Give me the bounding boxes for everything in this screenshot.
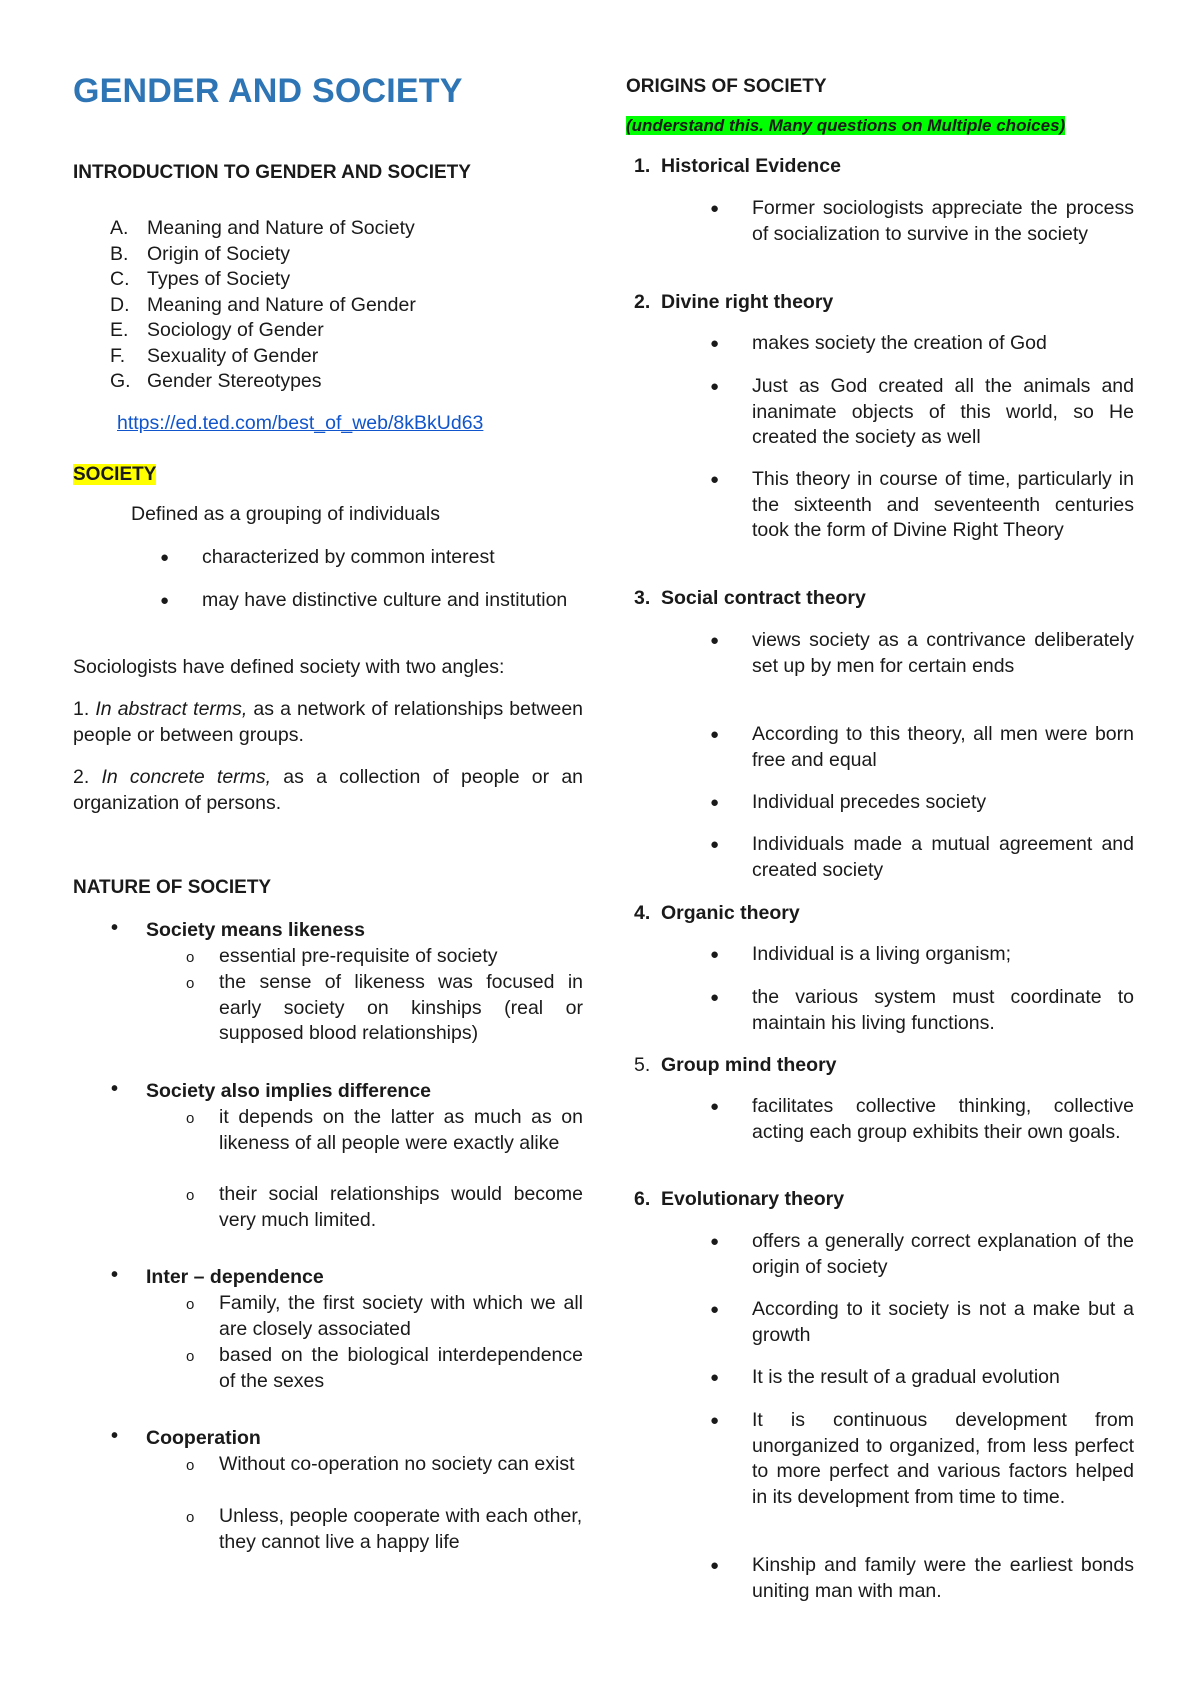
theory-title: 4. Organic theory <box>634 902 800 924</box>
list-item: B. Origin of Society <box>110 242 291 265</box>
ted-link[interactable]: https://ed.ted.com/best_of_web/8kBkUd63 <box>117 412 484 434</box>
nature-item-title: • Cooperation <box>111 1425 261 1449</box>
list-item: ● Individuals made a mutual agreement and created society <box>710 833 1134 881</box>
list-item: ● facilitates collective thinking, collective acting each group exhibits their own goals. <box>710 1095 1134 1143</box>
list-item: o essential pre-requisite of society <box>186 945 498 967</box>
list-item: G. Gender Stereotypes <box>110 370 322 392</box>
theory-title: 3. Social contract theory <box>634 587 866 609</box>
list-item: ● According to it society is not a make but a growth <box>710 1298 1134 1346</box>
list-item: ● Former sociologists appreciate the process of socialization to survive in the society <box>710 197 1134 245</box>
nature-item-title: • Society means likeness <box>111 917 365 941</box>
intro-list <box>110 216 416 395</box>
list-item: A. Meaning and Nature of Society <box>110 217 415 239</box>
angle-abstract: 1. In abstract terms, as a network of relationships between people or between groups. <box>73 698 584 746</box>
nature-item-title: • Inter – dependence <box>111 1264 324 1288</box>
document-title: GENDER AND SOCIETY <box>73 72 463 110</box>
list-item: o Without co-operation no society can exist <box>186 1453 575 1475</box>
list-item: ● views society as a contrivance deliberately set up by men for certain ends <box>710 629 1134 677</box>
society-heading: SOCIETY <box>73 464 157 485</box>
list-item: ● characterized by common interest <box>160 546 495 568</box>
society-definition: Defined as a grouping of individuals <box>131 503 440 525</box>
list-item: ● It is continuous development from unorganized to organized, from less perfect to more perfect and various factors helped in its development from time to time. <box>710 1409 1134 1508</box>
list-item: ● Individual is a living organism; <box>710 943 1012 965</box>
list-item: D. Meaning and Nature of Gender <box>110 293 416 316</box>
list-item: E. Sociology of Gender <box>110 319 324 341</box>
nature-heading: NATURE OF SOCIETY <box>73 877 272 898</box>
list-item: o Family, the first society with which we all are closely associated <box>186 1292 583 1340</box>
list-item: C. Types of Society <box>110 268 291 290</box>
list-item: o Unless, people cooperate with each other, they cannot live a happy life <box>186 1505 583 1553</box>
list-item: ● makes society the creation of God <box>710 332 1047 354</box>
list-item: o their social relationships would become very much limited. <box>186 1183 583 1231</box>
theory-title: 5. Group mind theory <box>634 1054 837 1076</box>
intro-heading: INTRODUCTION TO GENDER AND SOCIETY <box>73 162 471 183</box>
list-item: ● It is the result of a gradual evolution <box>710 1366 1060 1388</box>
list-item: ● the various system must coordinate to maintain his living functions. <box>710 986 1134 1034</box>
origins-note: (understand this. Many questions on Multiple choices) <box>626 116 1066 135</box>
theory-title: 6. Evolutionary theory <box>634 1188 845 1210</box>
list-item: ● Individual precedes society <box>710 791 987 813</box>
list-item: ● offers a generally correct explanation of the origin of society <box>710 1230 1134 1278</box>
list-item: ● may have distinctive culture and institution <box>160 589 568 611</box>
list-item: ● According to this theory, all men were born free and equal <box>710 723 1134 771</box>
list-item: ● Kinship and family were the earliest bonds uniting man with man. <box>710 1554 1134 1602</box>
angles-intro: Sociologists have defined society with two angles: <box>73 656 505 678</box>
list-item: ● Just as God created all the animals and inanimate objects of this world, so He created the society as well <box>710 375 1134 448</box>
list-item: F. Sexuality of Gender <box>110 344 319 367</box>
theory-title: 1. Historical Evidence <box>634 155 841 177</box>
list-item: o it depends on the latter as much as on likeness of all people were exactly alike <box>186 1106 583 1154</box>
origins-heading: ORIGINS OF SOCIETY <box>626 76 827 97</box>
theory-title: 2. Divine right theory <box>634 291 834 313</box>
nature-item-title: • Society also implies difference <box>111 1078 432 1102</box>
list-item: o based on the biological interdependence of the sexes <box>186 1344 583 1392</box>
angle-concrete: 2. In concrete terms, as a collection of people or an organization of persons. <box>73 766 584 814</box>
list-item: ● This theory in course of time, particularly in the sixteenth and seventeenth centuries took the form of Divine Right Theory <box>710 468 1134 541</box>
list-item: o the sense of likeness was focused in early society on kinships (real or supposed blood relationships) <box>186 971 583 1044</box>
